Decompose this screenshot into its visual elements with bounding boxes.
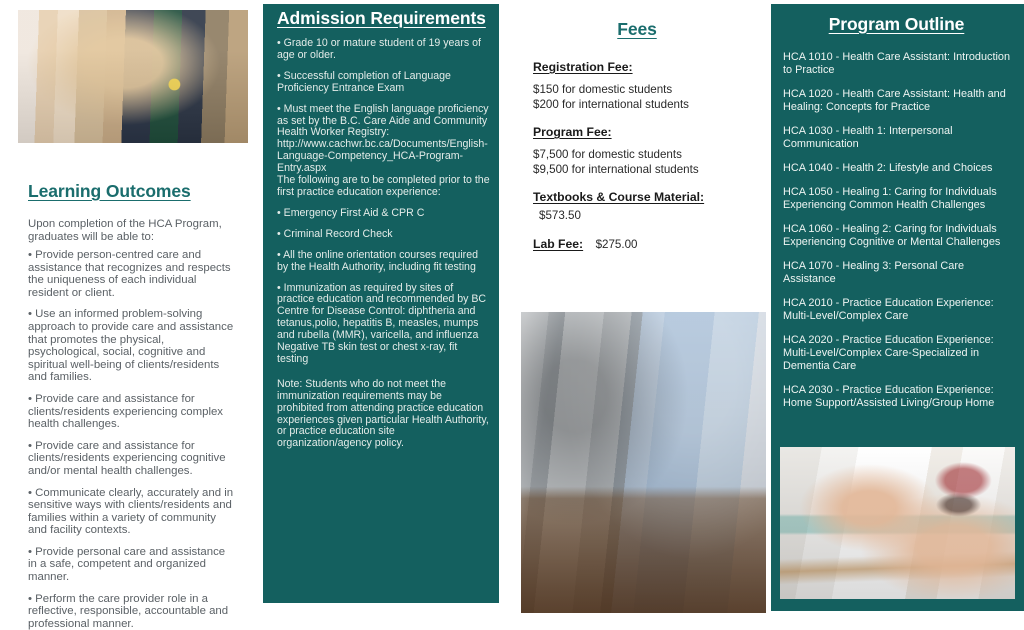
textbooks-fee-label: Textbooks & Course Material: — [533, 190, 705, 204]
caregiver-photo-image — [18, 10, 248, 143]
list-item: • Use an informed problem-solving approach to provide care and assistance that promotes the physical, psychological, social, cognitive and spiritual well-being of clients/residents and families. — [28, 308, 234, 384]
column-fees — [505, 0, 769, 613]
list-item: HCA 1020 - Health Care Assistant: Health and Healing: Concepts for Practice — [783, 88, 1006, 113]
learning-outcomes-intro: Upon completion of the HCA Program, graduates will be able to: — [28, 218, 222, 243]
program-outline-course-list — [769, 35, 1024, 410]
list-item: • Provide care and assistance for clients/residents experiencing cognitive and/or mental health challenges. — [28, 439, 226, 477]
list-item: • Perform the care provider role in a reflective, responsible, accountable and professional manner. — [28, 592, 229, 630]
textbooks-fee-value: $573.50 — [539, 209, 581, 222]
list-item: HCA 1060 - Healing 2: Caring for Individuals Experiencing Cognitive or Mental Challenges — [783, 223, 1001, 248]
list-item: • Emergency First Aid & CPR C — [277, 206, 425, 219]
list-item: • Provide care and assistance for clients/residents experiencing complex health challenges. — [28, 392, 224, 431]
learning-outcomes-heading: Learning Outcomes — [28, 181, 191, 201]
list-item: HCA 1030 - Health 1: Interpersonal Communication — [783, 125, 953, 150]
column-learning-outcomes — [0, 0, 263, 630]
admission-requirements-heading: Admission Requirements — [277, 8, 486, 28]
prior-to-practice-line: The following are to be completed prior to the first practice education experience: — [277, 174, 490, 198]
list-item: • Immunization as required by sites of practice education and recommended by BC Centre for Disease Control: diphtheria and tetanus,polio, hepatitis B, measles, mumps and rubella (MMR), varicella, and influenza Negative TB skin test or chest x-ray, fit testing — [277, 281, 487, 365]
textbooks-fee-row — [533, 188, 748, 224]
immunization-note: Note: Students who do not meet the immunization requirements may be prohibited from attending practice education experiences given particular Health Authority, or practice education site organization/agency policy. — [277, 377, 489, 450]
caregiver-photo — [18, 10, 248, 143]
program-fee-label: Program Fee: — [533, 125, 612, 139]
list-item: • Successful completion of Language Proficiency Entrance Exam — [277, 69, 451, 94]
program-outline-heading: Program Outline — [828, 14, 965, 34]
list-item: HCA 1040 - Health 2: Lifestyle and Choices — [783, 162, 993, 174]
list-item: HCA 2030 - Practice Education Experience: Home Support/Assisted Living/Group Home — [783, 384, 995, 409]
lab-fee-label: Lab Fee: — [533, 237, 584, 251]
program-fee-international: $9,500 for international students — [533, 162, 699, 176]
registration-fee-domestic: $150 for domestic students — [533, 83, 673, 96]
list-item: HCA 1070 - Healing 3: Personal Care Assistance — [783, 260, 965, 285]
list-item: • Provide person-centred care and assistance that recognizes and respects the uniqueness of each individual resident or client. — [28, 249, 231, 299]
column-program-outline — [769, 0, 1024, 613]
admission-requirements-body — [263, 29, 505, 450]
walker-photo-image — [521, 312, 766, 613]
list-item: HCA 2020 - Practice Education Experience: Multi-Level/Complex Care-Specialized in Dementia Care — [783, 334, 994, 372]
list-item: • Provide personal care and assistance in a safe, competent and organized manner. — [28, 545, 226, 584]
registration-fee-international: $200 for international students — [533, 97, 689, 111]
doctor-clipboard-photo — [780, 447, 1015, 599]
lab-fee-value: $275.00 — [595, 238, 638, 251]
learning-outcomes-list — [28, 249, 234, 630]
list-item: • Communicate clearly, accurately and in sensitive ways with clients/residents and families within a variety of community and facility contexts. — [28, 486, 234, 537]
list-item: HCA 1050 - Healing 1: Caring for Individuals Experiencing Common Health Challenges — [783, 186, 997, 211]
fees-heading: Fees — [617, 19, 657, 39]
list-item: HCA 2010 - Practice Education Experience: Multi-Level/Complex Care — [783, 297, 994, 322]
column-admission-requirements — [263, 0, 505, 613]
list-item: • All the online orientation courses required by the Health Authority, including fit testing — [277, 248, 478, 273]
list-item: • Criminal Record Check — [277, 227, 393, 240]
lab-fee-row — [533, 235, 748, 253]
list-item: HCA 1010 - Health Care Assistant: Introduction to Practice — [783, 51, 1011, 76]
list-item: • Must meet the English language proficiency as set by the B.C. Care Aide and Community Health Worker Registry: http://www.cachwr.bc.ca/Documents/English-Language-Competency_HCA-Program-Entry.aspx — [277, 102, 489, 175]
walker-photo — [521, 312, 766, 613]
program-fee-domestic: $7,500 for domestic students — [533, 148, 682, 161]
list-item: • Grade 10 or mature student of 19 years of age or older. — [277, 37, 481, 61]
registration-fee-label: Registration Fee: — [533, 60, 633, 74]
fees-body — [505, 40, 748, 253]
doctor-clipboard-photo-image — [780, 447, 1015, 599]
